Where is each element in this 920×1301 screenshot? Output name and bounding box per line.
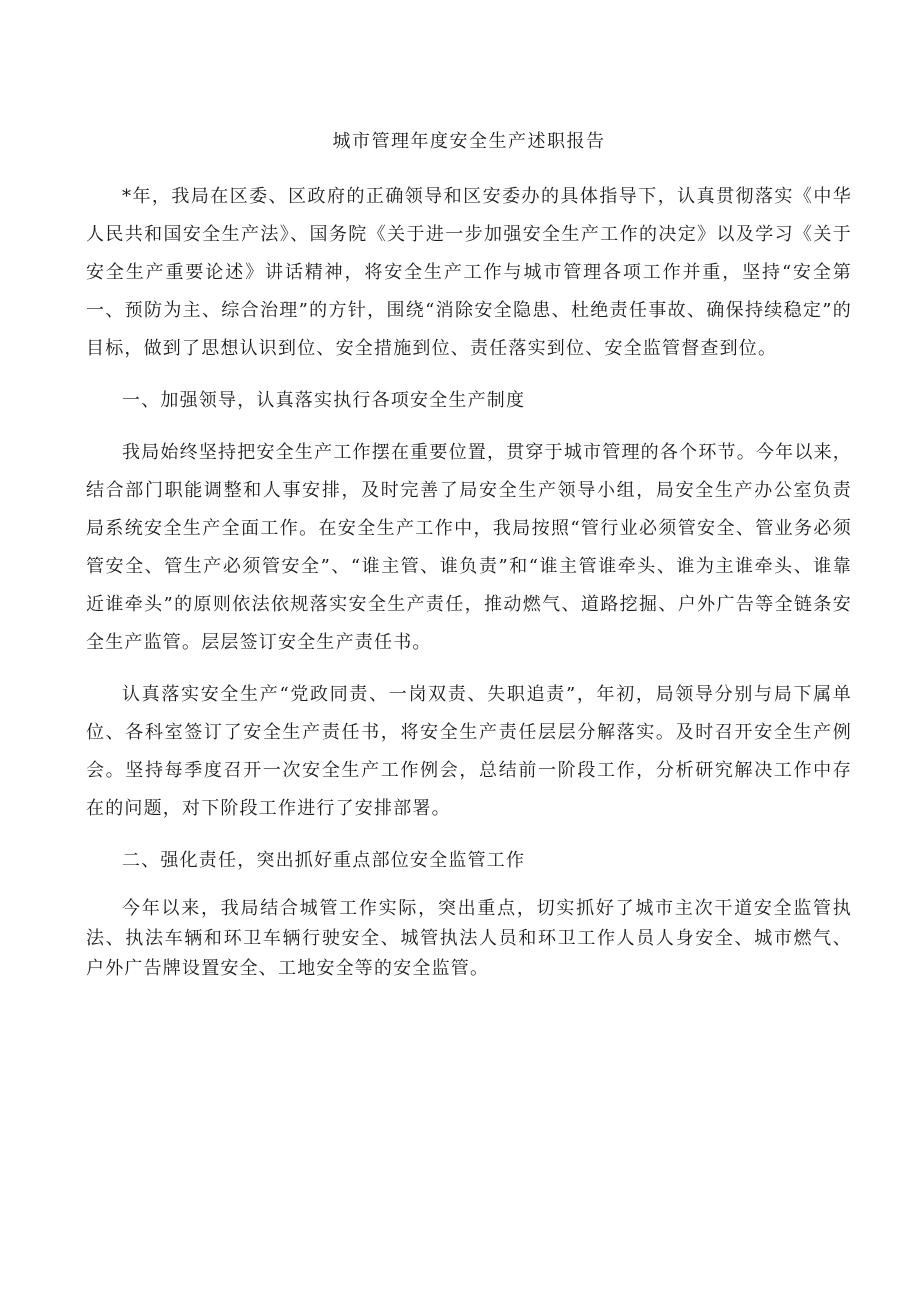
document-title: 城市管理年度安全生产述职报告 — [332, 131, 606, 152]
intro-paragraph: *年，我局在区委、区政府的正确领导和区安委办的具体指导下，认真贯彻落实《中华人民共和国安全生产法》、国务院《关于进一步加强安全生产工作的决定》以及学习《关于安全生产重要论述》讲话精神，将安全生产工作与城市管理各项工作并重，坚持“安全第一、预防为主、综合治理”的方针，围绕“消除安全隐患、杜绝责任事故、确保持续稳定”的目标，做到了思想认识到位、安全措施到位、责任落实到位、安全监管督查到位。 — [86, 186, 852, 359]
section-1-paragraph-2: 认真落实安全生产“党政同责、一岗双责、失职追责”，年初，局领导分别与局下属单位、各科室签订了安全生产责任书，将安全生产责任层层分解落实。及时召开安全生产例会。坚持每季度召开一次安全生产工作例会，总结前一阶段工作，分析研究解决工作中存在的问题，对下阶段工作进行了安排部署。 — [86, 684, 852, 819]
section-heading-2: 二、强化责任，突出抓好重点部位安全监管工作 — [122, 850, 526, 871]
section-2-paragraph-1: 今年以来，我局结合城管工作实际，突出重点，切实抓好了城市主次干道安全监管执法、执法车辆和环卫车辆行驶安全、城管执法人员和环卫工作人员人身安全、城市燃气、户外广告牌设置安全、工地安全等的安全监管。 — [86, 898, 852, 979]
section-heading-1: 一、加强领导，认真落实执行各项安全生产制度 — [122, 390, 526, 411]
document-body — [86, 128, 852, 984]
section-1-paragraph-1: 我局始终坚持把安全生产工作摆在重要位置，贯穿于城市管理的各个环节。今年以来，结合部门职能调整和人事安排，及时完善了局安全生产领导小组，局安全生产办公室负责局系统安全生产全面工作。在安全生产工作中，我局按照“管行业必须管安全、管业务必须管安全、管生产必须管安全”、“谁主管、谁负责”和“谁主管谁牵头、谁为主谁牵头、谁靠近谁牵头”的原则依法依规落实安全生产责任，推动燃气、道路挖掘、户外广告等全链条安全生产监管。层层签订安全生产责任书。 — [86, 442, 852, 653]
